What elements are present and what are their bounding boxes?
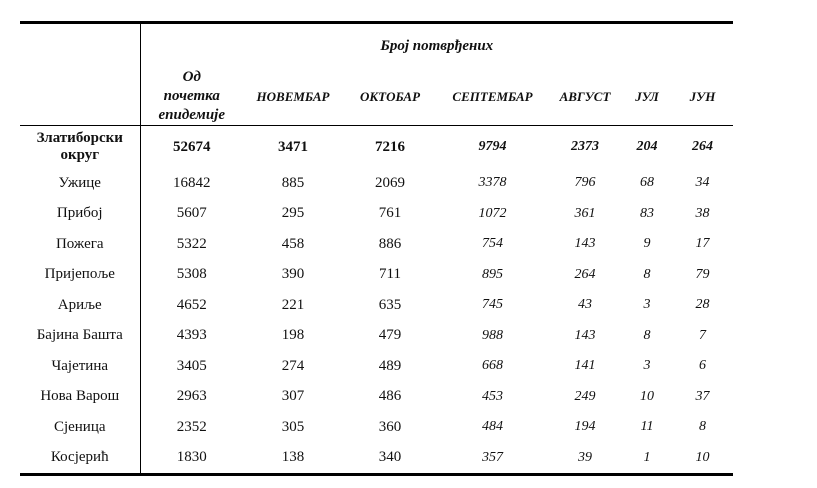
cell-value: 3378 [478, 175, 507, 191]
row-name: Пријепоље [20, 260, 140, 291]
col-header-line: почетка [163, 88, 220, 104]
cell-value: 8 [643, 266, 651, 282]
row-name: Ариље [20, 290, 140, 321]
col-header-line: епидемије [158, 107, 225, 123]
cell-value: 16842 [173, 174, 211, 191]
row-name: Златиборски округ [20, 126, 140, 169]
cell-value: 9 [643, 236, 651, 252]
table-row [20, 443, 733, 475]
cell-value: 1 [622, 443, 672, 475]
table-row-district-total [20, 126, 733, 169]
cell-value: 668 [482, 358, 503, 374]
table-row [20, 199, 733, 230]
col-header-september: СЕПТЕМБАР [437, 68, 548, 126]
cell-value: 194 [574, 419, 596, 435]
cell-value: 39 [548, 443, 622, 475]
table-row [20, 382, 733, 413]
cell-value: 5607 [176, 205, 207, 222]
row-name: Нова Варош [20, 382, 140, 413]
cell-value: 79 [695, 266, 710, 282]
row-name: Ужице [20, 168, 140, 199]
cell-value: 10 [672, 443, 733, 475]
cell-value: 458 [281, 235, 305, 252]
cell-value: 2963 [176, 388, 207, 405]
cell-value: 479 [378, 327, 402, 344]
cell-value: 3 [643, 297, 651, 313]
table-row [20, 229, 733, 260]
cell-value: 754 [482, 236, 503, 252]
col-header-november: НОВЕМБАР [243, 68, 343, 126]
cell-value: 390 [281, 266, 305, 283]
cell-value: 5308 [176, 266, 207, 283]
cell-value: 52674 [173, 138, 211, 155]
cell-value: 453 [482, 388, 503, 404]
cell-value: 5322 [176, 235, 207, 252]
cell-value: 7216 [375, 138, 405, 155]
col-header-since-start [140, 68, 243, 126]
cell-value: 486 [378, 388, 402, 405]
cell-value: 4393 [176, 327, 207, 344]
cell-value: 264 [574, 266, 596, 282]
cell-value: 7 [699, 327, 707, 343]
table-row [20, 412, 733, 443]
confirmed-cases-table [20, 21, 733, 476]
cell-value: 143 [574, 236, 596, 252]
col-header-august: АВГУСТ [548, 68, 622, 126]
cell-value: 274 [281, 357, 305, 374]
cell-value: 9794 [478, 139, 507, 154]
cell-value: 4652 [176, 296, 207, 313]
cell-value: 221 [281, 296, 305, 313]
cell-value: 796 [574, 175, 596, 191]
cell-value: 361 [574, 205, 596, 221]
row-name: Чајетина [20, 351, 140, 382]
corner-cell [20, 23, 140, 126]
table-row [20, 321, 733, 352]
cell-value: 204 [636, 139, 658, 154]
cell-value: 988 [482, 327, 503, 343]
cell-value: 138 [243, 443, 343, 475]
cell-value: 295 [281, 205, 305, 222]
row-name: Косјерић [20, 443, 140, 475]
cell-value: 198 [281, 327, 305, 344]
table-row [20, 168, 733, 199]
row-name: Прибој [20, 199, 140, 230]
cell-value: 340 [343, 443, 437, 475]
cell-value: 34 [695, 175, 710, 191]
cell-value: 37 [695, 388, 710, 404]
cell-value: 305 [281, 418, 305, 435]
table-row [20, 260, 733, 291]
col-header-june: ЈУН [672, 68, 733, 126]
cell-value: 43 [578, 297, 592, 313]
cell-value: 745 [482, 297, 503, 313]
cell-value: 68 [640, 175, 654, 191]
cell-value: 10 [640, 388, 654, 404]
col-header-july: ЈУЛ [622, 68, 672, 126]
cell-value: 357 [437, 443, 548, 475]
cell-value: 6 [699, 358, 707, 374]
col-header-october: ОКТОБАР [343, 68, 437, 126]
cell-value: 360 [378, 418, 402, 435]
cell-value: 28 [695, 297, 710, 313]
cell-value: 264 [692, 139, 714, 154]
cell-value: 249 [574, 388, 596, 404]
cell-value: 8 [699, 419, 707, 435]
cell-value: 2373 [571, 139, 599, 154]
cell-value: 83 [640, 205, 654, 221]
cell-value: 307 [281, 388, 305, 405]
cell-value: 1072 [478, 205, 507, 221]
cell-value: 3471 [278, 138, 308, 155]
cell-value: 635 [378, 296, 402, 313]
cell-value: 886 [378, 235, 402, 252]
group-header: Број потврђених [140, 23, 733, 69]
cell-value: 3405 [176, 357, 207, 374]
cell-value: 1830 [140, 443, 243, 475]
cell-value: 8 [643, 327, 651, 343]
cell-value: 3 [643, 358, 651, 374]
cell-value: 38 [695, 205, 710, 221]
cell-value: 761 [378, 205, 402, 222]
cell-value: 2069 [375, 174, 405, 191]
cell-value: 484 [482, 419, 503, 435]
table-row [20, 351, 733, 382]
cell-value: 141 [574, 358, 596, 374]
cell-value: 17 [695, 236, 710, 252]
cell-value: 711 [379, 266, 401, 283]
row-name: Пожега [20, 229, 140, 260]
table-row [20, 290, 733, 321]
col-header-line: Од [182, 69, 201, 85]
row-name: Бајина Башта [20, 321, 140, 352]
cell-value: 143 [574, 327, 596, 343]
cell-value: 489 [378, 357, 402, 374]
row-name: Сјеница [20, 412, 140, 443]
cell-value: 885 [281, 174, 305, 191]
cell-value: 11 [640, 419, 654, 435]
cell-value: 2352 [176, 418, 207, 435]
cell-value: 895 [482, 266, 503, 282]
